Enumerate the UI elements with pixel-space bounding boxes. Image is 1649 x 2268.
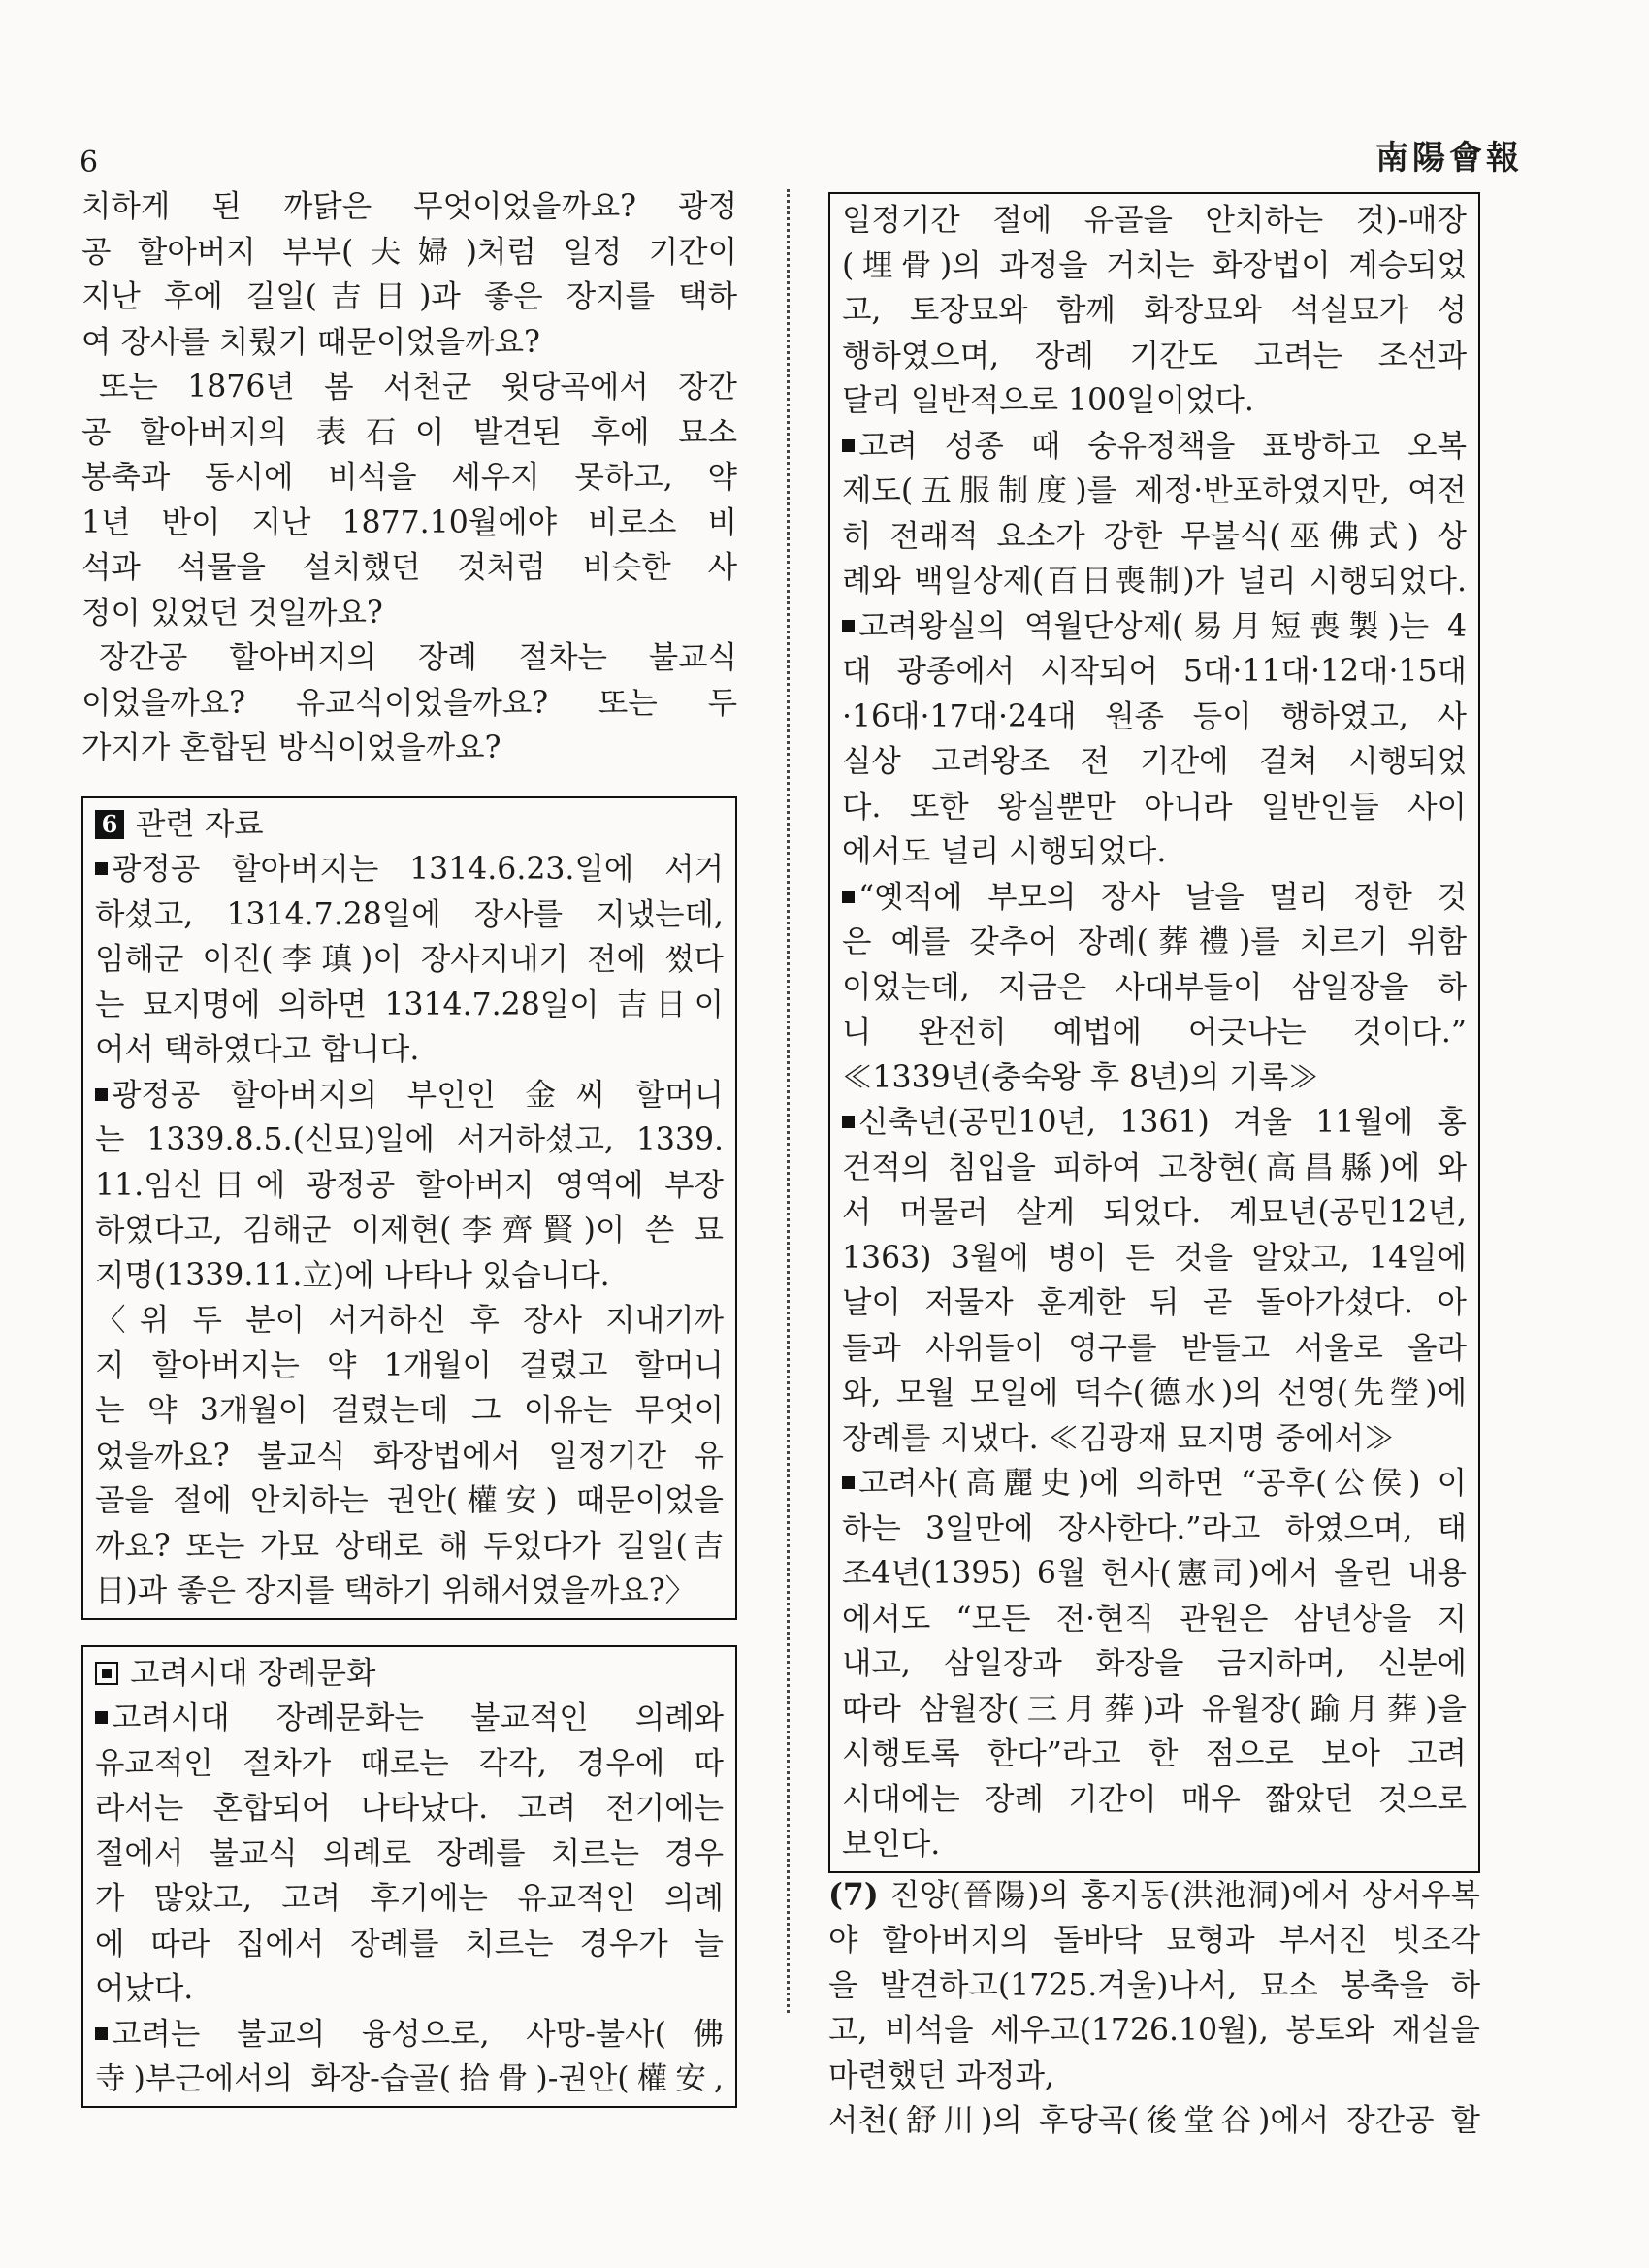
text-line: 가 많았고, 고려 후기에는 유교적인 의례	[95, 1881, 724, 1916]
continued-item-4	[842, 1100, 1467, 1461]
text-line: 는 1339.8.5.(신묘)일에 서거하셨고, 1339.	[95, 1122, 724, 1157]
text-line: 〈위 두 분이 서거하신 후 장사 지내기까	[95, 1303, 724, 1338]
text-line: 조4년(1395) 6월 헌사(憲司)에서 올린 내용	[842, 1556, 1467, 1591]
text-line: 었을까요? 불교식 화장법에서 일정기간 유	[95, 1438, 724, 1474]
text-line: 고려왕실의 역월단상제(易月短喪製)는 4	[842, 604, 1467, 650]
text-line: 라서는 혼합되어 나타났다. 고려 전기에는	[95, 1791, 724, 1826]
text-line: 광정공 할아버지의 부인인 金씨 할머니	[95, 1073, 724, 1118]
square-bullet-icon	[842, 1116, 855, 1128]
related-materials-box	[81, 796, 737, 1620]
intro-paragraph-1	[81, 184, 737, 365]
text-line: 일정기간 절에 유골을 안치하는 것)-매장	[842, 203, 1467, 238]
text-line: 에서도 “모든 전·현직 관원은 삼년상을 지	[842, 1601, 1467, 1636]
text-line: 내고, 삼일장과 화장을 금지하며, 신분에	[842, 1646, 1467, 1681]
text-line: 공 할아버지의 表石이 발견된 후에 묘소	[81, 414, 737, 450]
related-item-2	[95, 1073, 724, 1299]
text-line: 하는 3일만에 장사한다.”라고 하였으며, 태	[842, 1510, 1467, 1546]
text-line: 하셨고, 1314.7.28일에 장사를 지냈는데,	[95, 896, 724, 932]
square-bullet-icon	[842, 620, 855, 632]
text-line: 어서 택하였다고 합니다.	[95, 1032, 420, 1067]
text-line: 에서도 널리 시행되었다.	[842, 834, 1167, 869]
left-column	[81, 184, 737, 2108]
intro-paragraph-2	[81, 365, 737, 635]
text-line: 1363) 3월에 병이 든 것을 알았고, 14일에	[842, 1240, 1467, 1276]
page-number: 6	[80, 146, 99, 179]
related-item-1	[95, 847, 724, 1073]
text-line: 석과 석물을 설치했던 것처럼 비슷한 사	[81, 550, 737, 585]
text-line: ·16대·17대·24대 원종 등이 행하였고, 사	[842, 698, 1467, 734]
text-line: 지명(1339.11.立)에 나타나 있습니다.	[95, 1257, 610, 1293]
text-line: “옛적에 부모의 장사 날을 멀리 정한 것	[842, 875, 1467, 921]
text-line: 다. 또한 왕실뿐만 아니라 일반인들 사이	[842, 789, 1467, 825]
text-line: 봉축과 동시에 비석을 세우지 못하고, 약	[81, 460, 737, 495]
text-line: 고려 성종 때 숭유정책을 표방하고 오복	[842, 424, 1467, 470]
text-line: 광정공 할아버지는 1314.6.23.일에 서거	[95, 847, 724, 892]
text-line: 1년 반이 지난 1877.10월에야 비로소 비	[81, 504, 737, 540]
text-line: 에 따라 집에서 장례를 치르는 경우가 늘	[95, 1926, 724, 1961]
text-line: 장간공 할아버지의 장례 절차는 불교식	[99, 640, 737, 675]
text-line: 공 할아버지 부부(夫婦)처럼 일정 기간이	[81, 234, 737, 270]
text-line: 정이 있었던 것일까요?	[81, 595, 383, 631]
column-divider	[787, 189, 790, 2013]
related-materials-title: 관련 자료	[136, 806, 264, 842]
text-line: (7) 진양(晉陽)의 홍지동(洪池洞)에서 상서우복	[828, 1876, 1480, 1913]
text-line: 히 전래적 요소가 강한 무불식(巫佛式) 상	[842, 518, 1467, 554]
text-line: 시행토록 한다”라고 한 점으로 보아 고려	[842, 1736, 1467, 1771]
text-line: 마련했던 과정과,	[828, 2057, 1055, 2093]
text-line: 또는 1876년 봄 서천군 윗당곡에서 장간	[99, 370, 737, 405]
continued-item-5	[842, 1461, 1467, 1867]
text-line: 니 완전히 예법에 어긋나는 것이다.”	[842, 1015, 1467, 1050]
text-line: 11.임신日에 광정공 할아버지 영역에 부장	[95, 1167, 724, 1203]
text-line: 日)과 좋은 장지를 택하기 위해서였을까요?〉	[95, 1573, 696, 1608]
text-line: 대 광종에서 시작되어 5대·11대·12대·15대	[842, 654, 1467, 689]
related-question	[95, 1298, 724, 1614]
continued-item-1	[842, 424, 1467, 604]
text-line: 여 장사를 치뤘기 때문이었을까요?	[81, 324, 540, 360]
square-box-icon	[95, 1662, 118, 1685]
text-line: 달리 일반적으로 100일이었다.	[842, 383, 1254, 418]
goryeo-item-1	[95, 1696, 724, 2012]
text-line: 고, 토장묘와 함께 화장묘와 석실묘가 성	[842, 293, 1467, 328]
text-line: 이었을까요? 유교식이었을까요? 또는 두	[81, 685, 737, 721]
right-column	[828, 192, 1480, 2144]
text-line: 고, 비석을 세우고(1726.10월), 봉토와 재실을	[828, 2013, 1480, 2048]
text-line: 임해군 이진(李瑱)이 장사지내기 전에 썼다	[95, 942, 724, 977]
text-line: 날이 저물자 훈계한 뒤 곧 돌아가셨다. 아	[842, 1285, 1467, 1320]
text-line: 을 발견하고(1725.겨울)나서, 묘소 봉축을 하	[828, 1967, 1480, 2003]
square-bullet-icon	[95, 2027, 108, 2040]
text-line: 하였다고, 김해군 이제현(李齊賢)이 쓴 묘	[95, 1213, 724, 1247]
text-line: 들과 사위들이 영구를 받들고 서울로 올라	[842, 1330, 1467, 1366]
text-line: (埋骨)의 과정을 거치는 화장법이 계승되었	[842, 247, 1467, 283]
text-line: 고려사(高麗史)에 의하면 “공후(公侯) 이	[842, 1461, 1467, 1507]
square-bullet-icon	[842, 891, 855, 903]
goryeo-funeral-box	[81, 1645, 737, 2108]
section-number-badge: 6	[95, 810, 124, 839]
text-line: 지난 후에 길일(吉日)과 좋은 장지를 택하	[81, 279, 737, 314]
text-line: 까요? 또는 가묘 상태로 해 두었다가 길일(吉	[95, 1528, 724, 1564]
text-line: 절에서 불교식 의례로 장례를 치르는 경우	[95, 1835, 724, 1871]
text-line: 고려시대 장례문화는 불교적인 의례와	[95, 1696, 724, 1741]
text-line: 유교적인 절차가 때로는 각각, 경우에 따	[95, 1745, 724, 1781]
item-7-paragraph	[828, 1873, 1480, 2144]
text-line: 은 예를 갖추어 장례(葬禮)를 치르기 위함	[842, 924, 1467, 959]
text-line: 야 할아버지의 돌바닥 묘형과 부서진 빗조각	[828, 1923, 1480, 1958]
text-line: 서 머물러 살게 되었다. 계묘년(공민12년,	[842, 1195, 1467, 1230]
text-line: 서천(舒川)의 후당곡(後堂谷)에서 장간공 할	[828, 2103, 1480, 2138]
text-line: 골을 절에 안치하는 권안(權安) 때문이었을	[95, 1483, 724, 1518]
text-line: 는 묘지명에 의하면 1314.7.28일이 吉日이	[95, 987, 724, 1022]
text-line: 치하게 된 까닭은 무엇이었을까요? 광정	[81, 189, 737, 224]
goryeo-funeral-heading	[95, 1651, 724, 1697]
goryeo-funeral-title: 고려시대 장례문화	[130, 1655, 376, 1691]
masthead-title: 南陽會報	[1375, 139, 1523, 178]
text-line: 고려는 불교의 융성으로, 사망-불사(佛	[95, 2012, 724, 2057]
text-line: 지 할아버지는 약 1개월이 걸렸고 할머니	[95, 1347, 724, 1383]
continued-item-3	[842, 875, 1467, 1101]
text-line: 신축년(공민10년, 1361) 겨울 11월에 홍	[842, 1100, 1467, 1146]
text-line: ≪1339년(충숙왕 후 8년)의 기록≫	[842, 1059, 1319, 1095]
square-bullet-icon	[95, 1711, 108, 1724]
text-line: 시대에는 장례 기간이 매우 짧았던 것으로	[842, 1781, 1467, 1817]
text-line: 실상 고려왕조 전 기간에 걸쳐 시행되었	[842, 744, 1467, 779]
continued-intro	[842, 198, 1467, 424]
text-line: 건적의 침입을 피하여 고창현(高昌縣)에 와	[842, 1150, 1467, 1185]
text-line: 寺)부근에서의 화장-습골(拾骨)-권안(權安,	[95, 2061, 724, 2096]
text-line: 어났다.	[95, 1971, 194, 2006]
text-line: 제도(五服制度)를 제정·반포하였지만, 여전	[842, 473, 1467, 508]
square-bullet-icon	[842, 439, 855, 452]
text-line: 행하였으며, 장례 기간도 고려는 조선과	[842, 338, 1467, 373]
text-line: 는 약 3개월이 걸렸는데 그 이유는 무엇이	[95, 1393, 725, 1428]
square-bullet-icon	[95, 862, 108, 875]
text-line: 보인다.	[842, 1827, 941, 1862]
text-line: 가지가 혼합된 방식이었을까요?	[81, 730, 501, 765]
text-line: 이었는데, 지금은 사대부들이 삼일장을 하	[842, 969, 1467, 1005]
text-line: 와, 모월 모일에 덕수(德水)의 선영(先塋)에	[842, 1376, 1467, 1410]
continued-item-2	[842, 604, 1467, 875]
intro-paragraph-3	[81, 635, 737, 771]
square-bullet-icon	[95, 1088, 108, 1101]
text-line: 따라 삼월장(三月葬)과 유월장(踰月葬)을	[842, 1691, 1467, 1727]
related-materials-heading	[95, 802, 724, 848]
item-7-number: (7)	[828, 1876, 879, 1913]
text-line: 장례를 지냈다. ≪김광재 묘지명 중에서≫	[842, 1420, 1395, 1456]
goryeo-funeral-box-continued	[828, 192, 1480, 1873]
goryeo-item-2	[95, 2012, 724, 2102]
square-bullet-icon	[842, 1476, 855, 1489]
text-line: 례와 백일상제(百日喪制)가 널리 시행되었다.	[842, 564, 1467, 599]
